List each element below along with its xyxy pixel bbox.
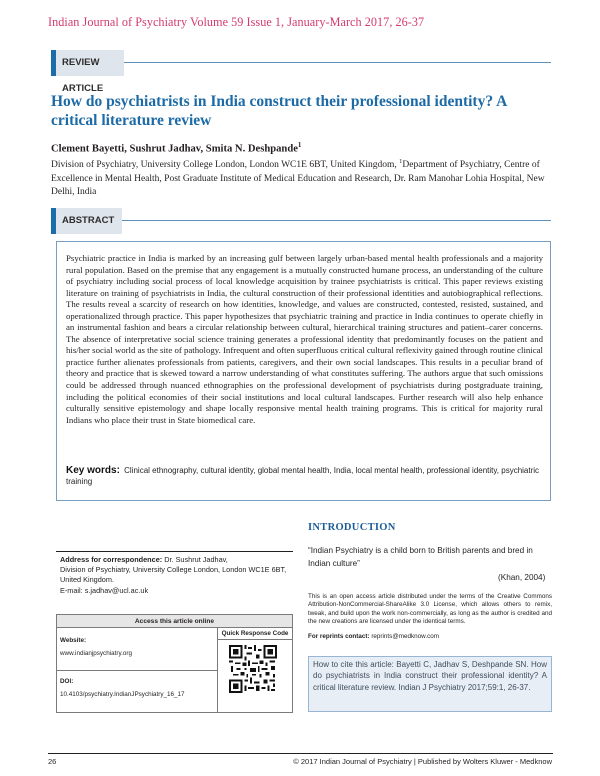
author-list	[51, 141, 301, 155]
affiliation-primary: Division of Psychiatry, University College London, London WC1E 6BT, United Kingdom,	[51, 160, 400, 171]
reprints-email[interactable]: reprints@medknow.com	[371, 633, 439, 640]
license-text: This is an open access article distributed under the terms of the Creative Commons Attribution-NonCommercial-ShareAlike 3.0 License, which allows others to remix, tweak, and build upon the work non-commercially, as long as the author is credited and the new creations are licensed under the identical terms.	[308, 593, 552, 626]
correspondence-rule	[56, 551, 293, 552]
qr-code-label: Quick Response Code	[218, 628, 292, 640]
website-link[interactable]: www.indianjpsychiatry.org	[60, 650, 132, 657]
reprints-label: For reprints contact:	[308, 633, 370, 640]
abstract-tag	[51, 208, 551, 234]
reprints-line	[308, 633, 439, 640]
access-divider	[217, 628, 218, 712]
access-heading: Access this article online	[57, 615, 292, 628]
correspondence-label: Address for correspondence:	[60, 555, 163, 564]
footer-rule	[48, 753, 553, 754]
keywords-text: Clinical ethnography, cultural identity, global mental health, India, local mental health, professional identity, psychiatric training	[66, 466, 540, 486]
qr-code-icon[interactable]	[229, 645, 277, 693]
correspondence-name: Dr. Sushrut Jadhav,	[164, 555, 228, 564]
tag-rule	[124, 62, 551, 63]
abstract-text: Psychiatric practice in India is marked by an increasing gulf between largely urban-based mental health professionals and a majority rural population. Based on the premise that any engagement is a mutually constructed humane process, an understanding of the culture of psychiatry including social process of local knowledge acquisition by trainee psychiatrists is critical. This paper reviews existing literature on training of psychiatrists in India, the cultural construction of their professional identities and autobiographical reflections. The results reveal a scarcity of research on how identities, knowledge, and values are constructed, contested, resisted, sustained, and operationalized through practice. This paper hypothesizes that psychiatric training and practice in India continues to operate chiefly in an instrumental fashion and bears a circular relationship between cultural, hierarchical training structures and patient–carer concerns. The absence of interpretative social science training generates a professional identity that predominantly focuses on the patient and his/her social world as the site of pathology. Infrequent and often superfluous critical cultural reflexivity gained through routine clinical practice further alienates professionals from patients, caregivers, and their own social landscapes. This results in a peculiar brand of theory and practice that is skewed toward a narrow understanding of what constitutes suffering. The authors argue that such omissions could be addressed through nuanced ethnographies on the professional development of psychiatrists during postgraduate training, including the political economies of their social institutions and local cultural landscapes. Further research will also help enhance culturally sensitive epistemology and shape locally responsive mental health training programs. This is critical for majority rural Indians who place their trust in State biomedical care.	[66, 253, 544, 425]
article-type-label: REVIEW ARTICLE	[56, 50, 124, 76]
website-label: Website:	[60, 637, 87, 644]
access-divider	[57, 670, 217, 671]
doi-label: DOI:	[60, 678, 74, 685]
affiliation-secondary: Department of Psychiatry, Centre of Excellence in Mental Health, Post Graduate Institute of Medical Education and Research, Dr. Ram Manohar Lohia Hospital, New Delhi, India	[51, 160, 545, 198]
access-online-box	[56, 614, 293, 713]
affiliation	[51, 155, 551, 200]
page-number: 26	[48, 757, 57, 766]
introduction-heading: INTRODUCTION	[308, 522, 396, 533]
correspondence-line	[60, 555, 292, 565]
keywords-label: Key words:	[66, 465, 120, 476]
correspondence-address: Division of Psychiatry, University College London, London WC1E 6BT, United Kingdom.	[60, 565, 287, 585]
doi-value[interactable]: 10.4103/psychiatry.IndianJPsychiatry_16_17	[60, 691, 185, 698]
correspondence-block	[60, 555, 292, 596]
paper-title: How do psychiatrists in India construct their professional identity? A critical literature review	[51, 93, 507, 129]
cite-text: How to cite this article: Bayetti C, Jadhav S, Deshpande SN. How do psychiatrists in India construct their professional identity? A critical literature review. Indian J Psychiatry 2017;59:1, 26-37.	[313, 660, 547, 692]
affiliation-marker: 1	[399, 158, 403, 165]
abstract-heading: ABSTRACT	[56, 208, 122, 234]
correspondence-email[interactable]: E-mail: s.jadhav@ucl.ac.uk	[60, 585, 149, 595]
keywords	[66, 465, 542, 487]
epigraph-quote: “Indian Psychiatry is a child born to British parents and bred in Indian culture”	[308, 546, 533, 568]
author-affiliation-marker: 1	[297, 141, 302, 149]
article-type-tag	[51, 50, 551, 94]
epigraph-citation: (Khan, 2004)	[498, 573, 546, 582]
tag-rule	[122, 220, 551, 221]
author-names: Clement Bayetti, Sushrut Jadhav, Smita N. Deshpande	[51, 143, 298, 155]
footer-copyright: © 2017 Indian Journal of Psychiatry | Published by Wolters Kluwer - Medknow	[293, 757, 552, 766]
journal-header: Indian Journal of Psychiatry Volume 59 Issue 1, January-March 2017, 26-37	[48, 15, 425, 29]
